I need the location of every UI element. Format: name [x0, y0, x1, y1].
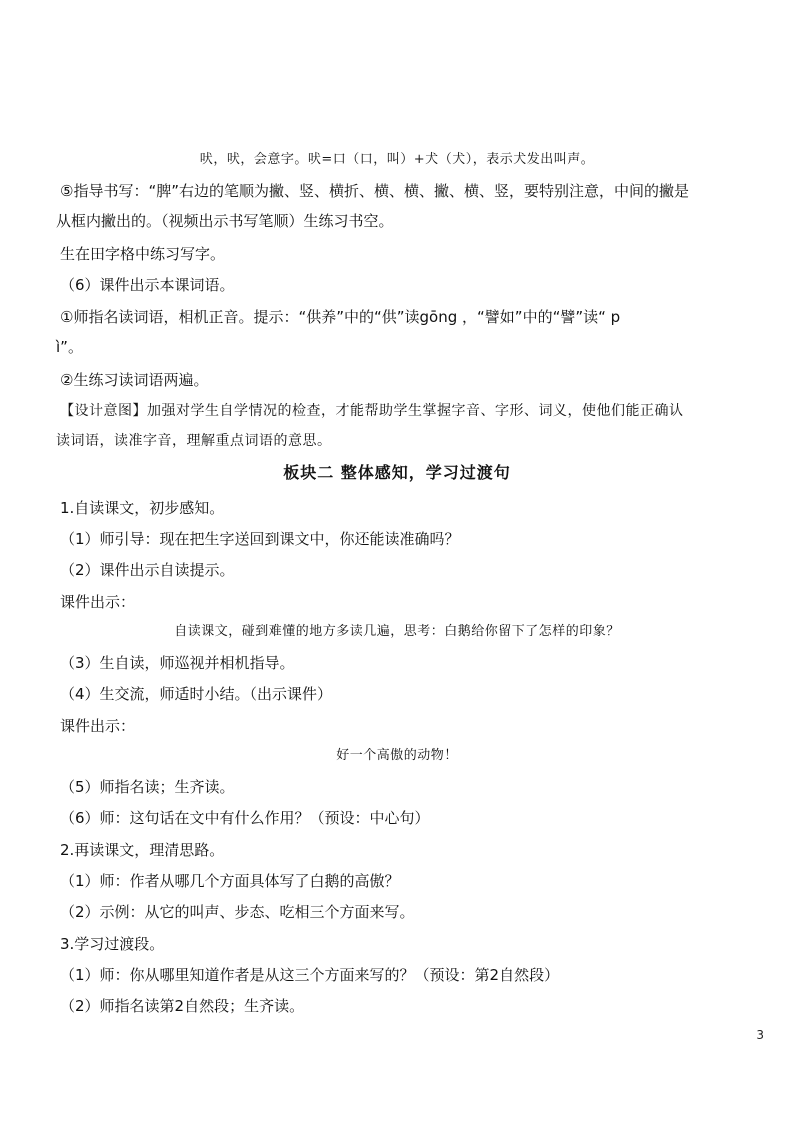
body-line: 课件出示：: [60, 717, 136, 735]
body-line: ②生练习读词语两遍。: [60, 371, 209, 389]
body-line: 从框内撇出的。（视频出示书写笔顺）生练习书空。: [56, 212, 394, 230]
body-line: （1）师：作者从哪几个方面具体写了白鹅的高傲？: [60, 872, 400, 890]
section-heading: 板块二 整体感知，学习过渡句: [283, 463, 511, 482]
body-line: 1.自读课文，初步感知。: [60, 499, 225, 517]
glyph-part: 犬: [425, 152, 439, 167]
page-number: 3: [756, 1028, 764, 1042]
body-line: （3）生自读，师巡视并相机指导。: [60, 654, 295, 672]
body-line: （2）师指名读第2自然段；生齐读。: [60, 997, 305, 1015]
body-line: 生在田字格中练习写字。: [60, 245, 226, 263]
etymology-text: =: [321, 152, 333, 167]
etymology-text: ，吠，会意字。: [213, 152, 308, 167]
body-line: 课件出示：: [60, 593, 136, 611]
etymology-text: （口，叫）+: [346, 152, 426, 167]
body-line: （1）师：你从哪里知道作者是从这三个方面来写的？（预设：第2自然段）: [60, 966, 560, 984]
body-line: ⑤指导书写：“脾”右边的笔顺为撇、竖、横折、横、横、撇、横、竖，要特别注意，中间的撇是: [60, 182, 689, 200]
body-line: 2.再读课文，理清思路。: [60, 841, 225, 859]
glyph-char: 吠: [199, 152, 214, 167]
body-line: （6）师：这句话在文中有什么作用？（预设：中心句）: [60, 809, 430, 827]
body-line: （6）课件出示本课词语。: [60, 276, 235, 294]
etymology-line: [0, 150, 794, 170]
courseware-prompt: 好一个高傲的动物！: [336, 748, 458, 763]
body-line: （1）师引导：现在把生字送回到课文中，你还能读准确吗？: [60, 530, 460, 548]
glyph-part: 口: [332, 152, 347, 167]
body-line: （2）课件出示自读提示。: [60, 561, 235, 579]
body-line: （4）生交流，师适时小结。（出示课件）: [60, 685, 333, 703]
etymology-text: （犬），表示犬发出叫声。: [438, 152, 595, 167]
body-line: ①师指名读词语，相机正音。提示：“供养”中的“供”读gōng ，“譬如”中的“譬”读“ p: [60, 308, 621, 326]
design-intent-line: 【设计意图】加强对学生自学情况的检查，才能帮助学生掌握字音、字形、词义，使他们能正确认: [60, 403, 684, 419]
design-intent-line: 读词语，读准字音，理解重点词语的意思。: [56, 433, 332, 449]
body-line: 3.学习过渡段。: [60, 935, 165, 953]
body-line: （5）师指名读；生齐读。: [60, 778, 235, 796]
body-line: ì”。: [56, 338, 83, 356]
body-line: （2）示例：从它的叫声、步态、吃相三个方面来写。: [60, 903, 415, 921]
courseware-prompt: 自读课文，碰到难懂的地方多读几遍，思考：白鹅给你留下了怎样的印象？: [174, 624, 620, 639]
glyph-char: 吠: [307, 152, 322, 167]
